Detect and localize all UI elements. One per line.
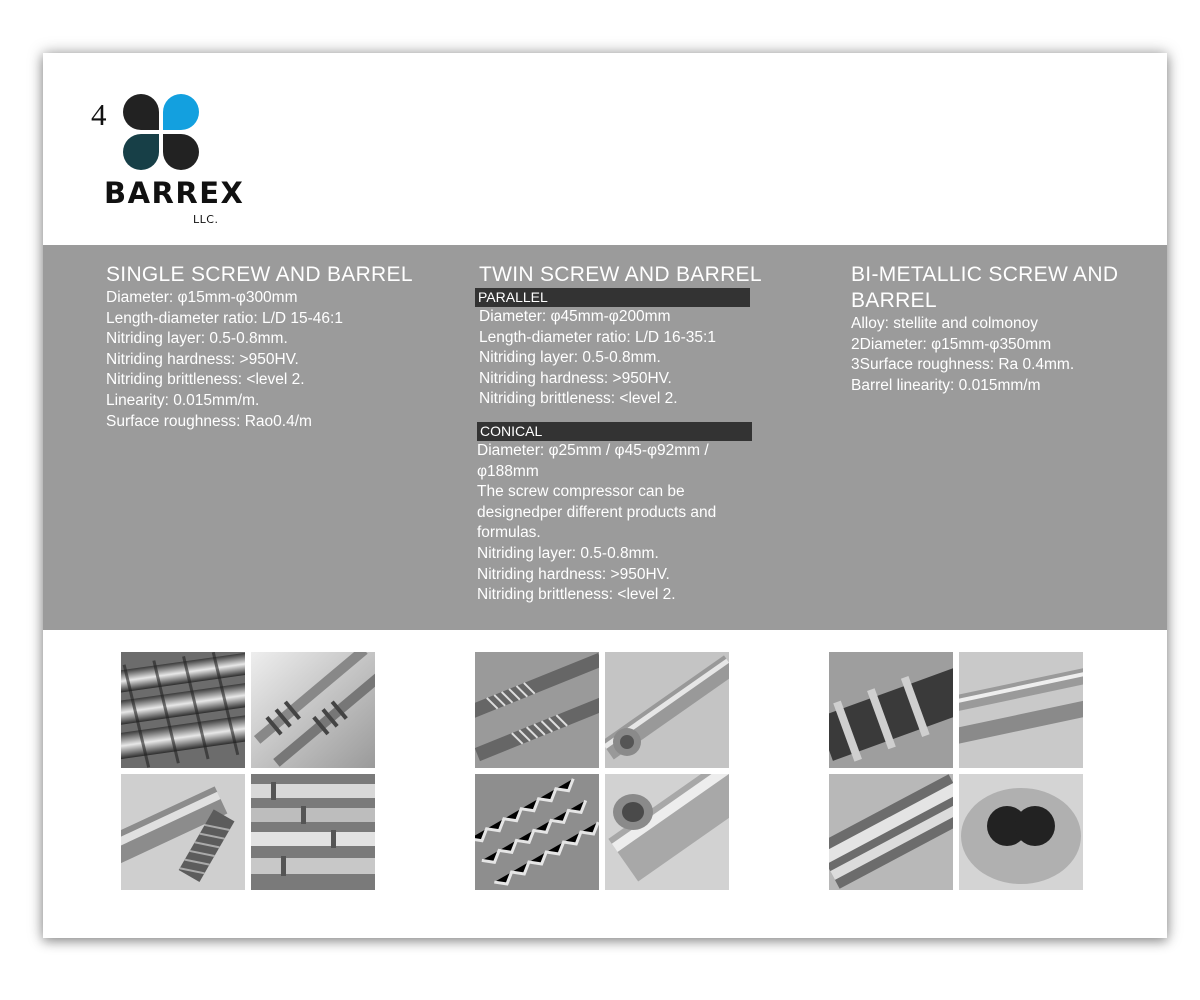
single-screw-column <box>106 262 413 432</box>
barrel-photo <box>959 652 1083 768</box>
spec-line: Nitriding layer: 0.5-0.8mm. <box>479 349 661 367</box>
single-screw-title: SINGLE SCREW AND BARREL <box>106 263 413 286</box>
screw-photo <box>475 774 599 890</box>
bimetallic-gallery <box>829 652 1085 892</box>
barrel-photo <box>959 774 1083 890</box>
screw-photo <box>251 774 375 890</box>
screw-photo <box>829 652 953 768</box>
barrel-photo <box>605 774 729 890</box>
spec-line: Nitriding layer: 0.5-0.8mm. <box>477 544 659 562</box>
spec-line: The screw compressor can be designedper different products and formulas. <box>477 483 717 542</box>
catalog-page <box>43 53 1167 938</box>
spec-line: Diameter: φ15mm-φ300mm <box>106 289 298 306</box>
spec-line: Alloy: stellite and colmonoy <box>851 315 1038 332</box>
spec-line: Nitriding brittleness: <level 2. <box>477 586 676 604</box>
spec-line: Nitriding hardness: >950HV. <box>106 350 299 368</box>
barrel-photo <box>829 774 953 890</box>
page-number: 4 <box>91 97 107 132</box>
spec-line: Nitriding hardness: >950HV. <box>477 565 670 583</box>
screw-photo <box>475 652 599 768</box>
screw-photo <box>251 652 375 768</box>
conical-subheading: CONICAL <box>477 422 752 441</box>
spec-line: Linearity: 0.015mm/m. <box>106 391 260 409</box>
brand-name: BARREX <box>104 176 245 210</box>
spec-line: 2Diameter: φ15mm-φ350mm <box>851 335 1052 353</box>
spec-line: Diameter: φ45mm-φ200mm <box>479 308 671 325</box>
brand-suffix: LLC. <box>193 213 219 226</box>
spec-line: Nitriding brittleness: <level 2. <box>106 371 305 389</box>
parallel-subheading: PARALLEL <box>475 288 750 307</box>
spec-line: Length-diameter ratio: L/D 16-35:1 <box>479 328 716 346</box>
barrel-photo <box>605 652 729 768</box>
barrex-logo-icon <box>121 92 201 172</box>
screw-photo <box>121 774 245 890</box>
spec-line: Nitriding brittleness: <level 2. <box>479 390 678 408</box>
spec-line: Surface roughness: Rao0.4/m <box>106 412 312 430</box>
spec-line: 3Surface roughness: Ra 0.4mm. <box>851 356 1075 374</box>
twin-screw-column <box>479 262 769 606</box>
spec-line: Barrel linearity: 0.015mm/m <box>851 376 1041 394</box>
single-screw-gallery <box>121 652 377 892</box>
twin-screw-title: TWIN SCREW AND BARREL <box>479 263 762 286</box>
spec-line: Nitriding hardness: >950HV. <box>479 369 672 387</box>
spec-line: Length-diameter ratio: L/D 15-46:1 <box>106 309 343 327</box>
twin-screw-gallery <box>475 652 731 892</box>
spec-line: Nitriding layer: 0.5-0.8mm. <box>106 330 288 348</box>
screw-photo <box>121 652 245 768</box>
bimetallic-column <box>851 262 1131 396</box>
spec-line: Diameter: φ25mm / φ45-φ92mm / φ188mm <box>477 441 709 480</box>
bimetallic-title: BI-METALLIC SCREW AND BARREL <box>851 263 1119 312</box>
